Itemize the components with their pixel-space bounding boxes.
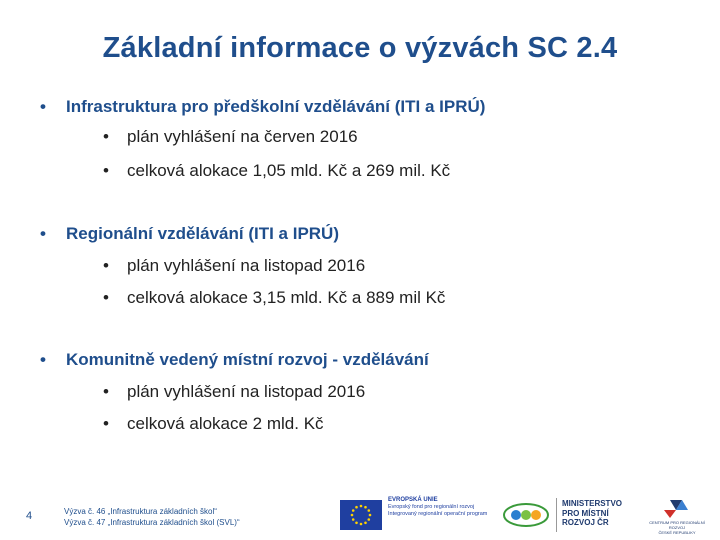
eu-flag-icon xyxy=(340,500,382,530)
bullet: • xyxy=(103,127,109,146)
footer-note: Výzva č. 46 „Infrastruktura základních škol“ xyxy=(64,507,217,516)
item-text: plán vyhlášení na listopad 2016 xyxy=(127,382,366,401)
section-heading xyxy=(40,96,485,118)
irop-logo-icon xyxy=(502,502,550,528)
crr-caption-line: ČESKÉ REPUBLIKY xyxy=(658,530,696,535)
bullet: • xyxy=(40,224,46,243)
heading-text: Regionální vzdělávání (ITI a IPRÚ) xyxy=(66,224,339,243)
bullet: • xyxy=(103,256,109,275)
item-text: plán vyhlášení na listopad 2016 xyxy=(127,256,366,275)
list-item xyxy=(103,255,365,277)
heading-text: Infrastruktura pro předškolní vzdělávání (ITI a IPRÚ) xyxy=(66,97,486,116)
item-text: celková alokace 3,15 mld. Kč a 889 mil Kč xyxy=(127,288,446,307)
item-text: celková alokace 2 mld. Kč xyxy=(127,414,324,433)
eu-caption-line: Evropský fond pro regionální rozvoj xyxy=(388,504,475,510)
ministry-line: MINISTERSTVO xyxy=(562,499,623,508)
ministry-line: ROZVOJ ČR xyxy=(562,518,609,527)
crr-caption xyxy=(642,520,712,535)
bullet: • xyxy=(103,382,109,401)
ministry-logo-text xyxy=(562,499,622,528)
bullet: • xyxy=(103,288,109,307)
ministry-line: PRO MÍSTNÍ xyxy=(562,508,609,518)
bullet: • xyxy=(103,161,109,180)
section-heading xyxy=(40,223,339,245)
footer-notes xyxy=(64,506,240,528)
list-item xyxy=(103,287,445,309)
list-item xyxy=(103,160,450,182)
item-text: celková alokace 1,05 mld. Kč a 269 mil. Kč xyxy=(127,161,451,180)
bullet: • xyxy=(40,97,46,116)
list-item xyxy=(103,381,365,403)
page-number: 4 xyxy=(26,510,33,522)
eu-caption-line: Integrovaný regionální operační program xyxy=(388,511,488,517)
footer xyxy=(0,470,720,540)
item-text: plán vyhlášení na červen 2016 xyxy=(127,127,358,146)
footer-note: Výzva č. 47 „Infrastruktura základních škol (SVL)“ xyxy=(64,518,240,527)
list-item xyxy=(103,126,358,148)
slide-title: Základní informace o výzvách SC 2.4 xyxy=(102,32,618,64)
crr-caption-line: CENTRUM PRO REGIONÁLNÍ ROZVOJ xyxy=(649,520,705,530)
eu-caption-line: EVROPSKÁ UNIE xyxy=(388,497,438,503)
section-heading xyxy=(40,349,429,371)
eu-caption xyxy=(388,497,498,518)
divider xyxy=(556,498,557,532)
heading-text: Komunitně vedený místní rozvoj - vzdělávání xyxy=(66,350,429,369)
bullet: • xyxy=(40,350,46,369)
list-item xyxy=(103,413,324,435)
bullet: • xyxy=(103,414,109,433)
